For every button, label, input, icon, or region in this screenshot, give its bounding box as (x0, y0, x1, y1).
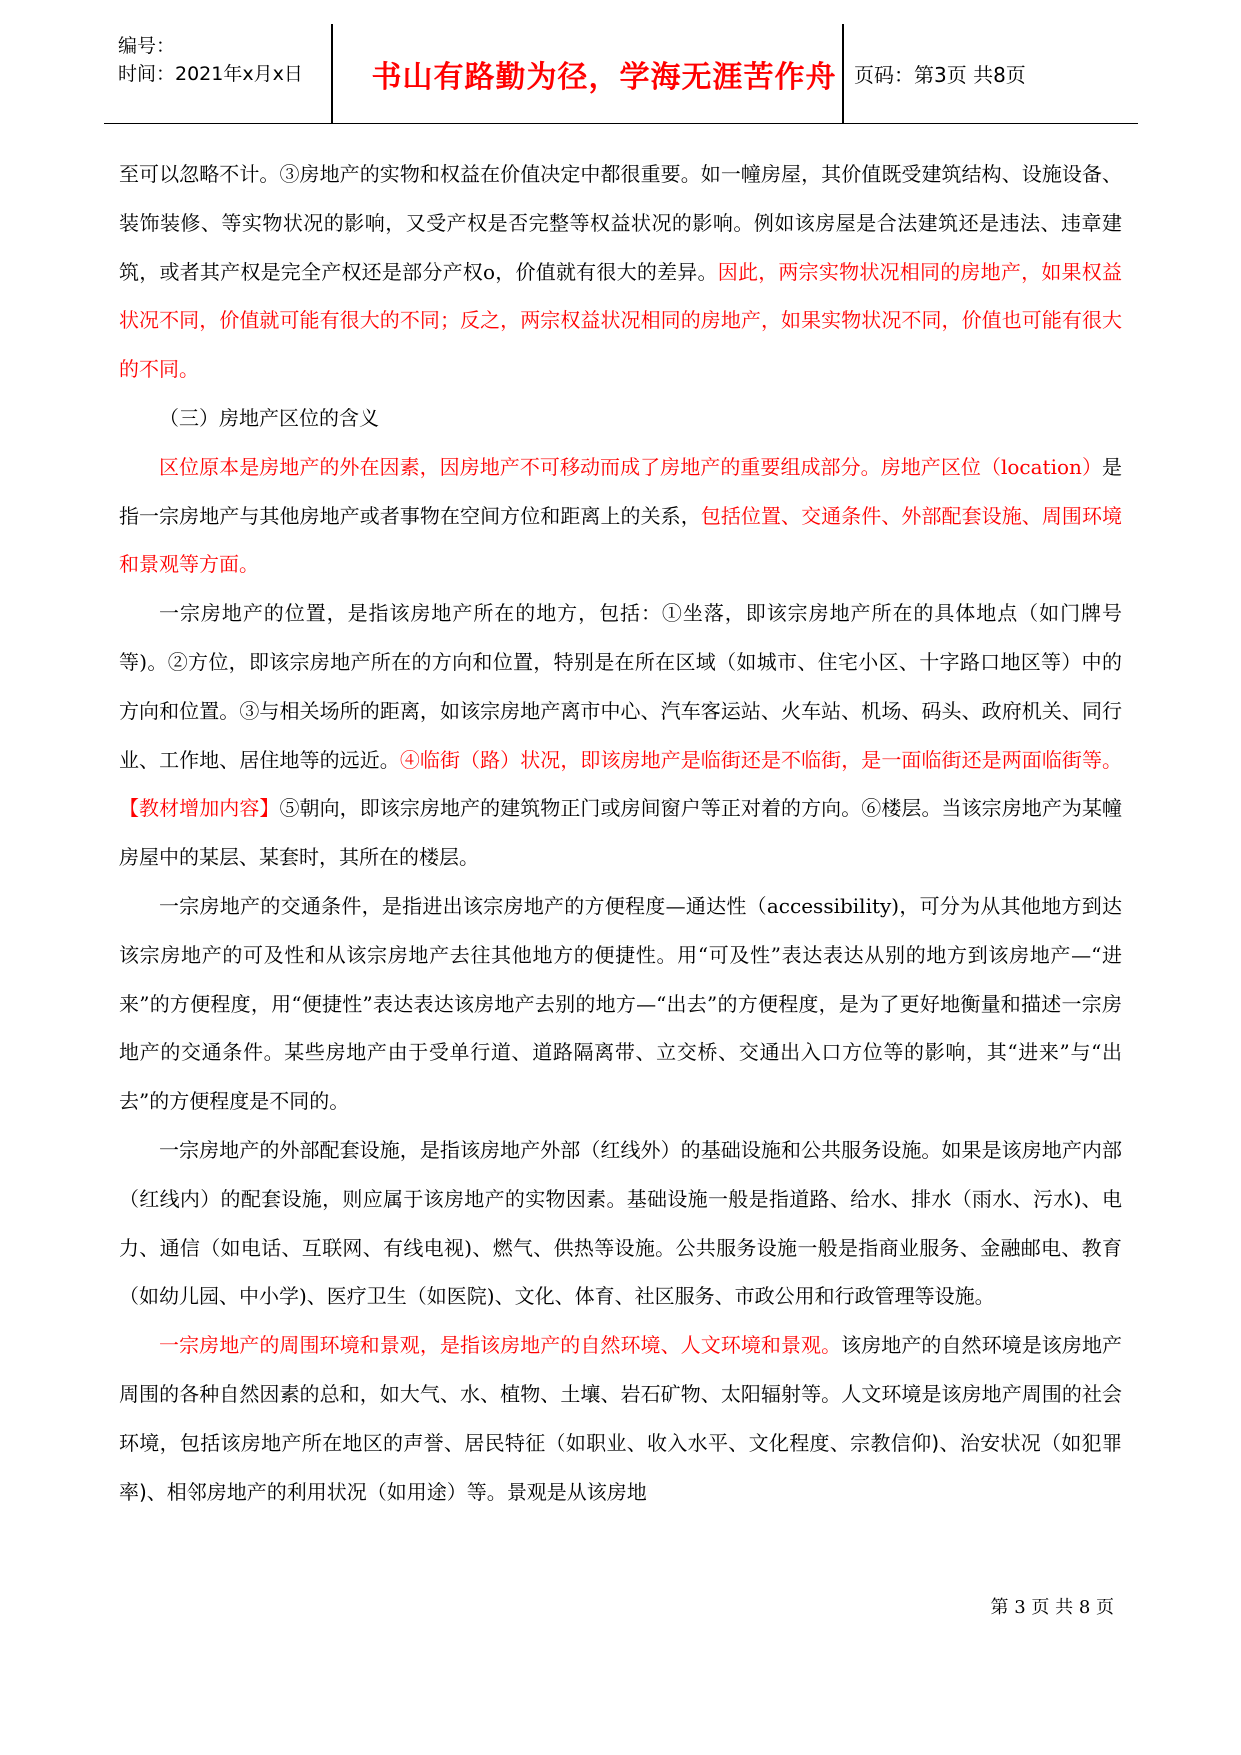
paragraph (119, 882, 1122, 1126)
paragraph (119, 589, 1122, 882)
page-header (104, 24, 1138, 124)
text-segment: 一宗房地产的位置，是指该房地产所在的地方，包括：①坐落，即该宗房地产所在的具体地点（如门牌号等)。②方位，即该宗房地产所在的方向和位置，特别是在所在区域（如城市、住宅小区、十字路口地区等）中的方向和位置。③与相关场所的距离，如该宗房地产离市中心、汽车客运站、火车站、机场、码头、政府机关、同行业、工作地、居住地等的远近。 (119, 601, 1122, 772)
header-divider-right (842, 24, 844, 123)
paragraph (119, 1321, 1122, 1516)
date-line: 时间：2021年x月x日 (118, 63, 303, 85)
page-footer: 第 3 页 共 8 页 (990, 1597, 1114, 1618)
header-divider-left (331, 24, 333, 123)
highlighted-text: 一宗房地产的周围环境和景观，是指该房地产的自然环境、人文环境和景观。 (159, 1333, 842, 1358)
text-segment: 一宗房地产的外部配套设施，是指该房地产外部（红线外）的基础设施和公共服务设施。如果是该房地产内部（红线内）的配套设施，则应属于该房地产的实物因素。 (119, 1137, 1122, 1211)
header-motto: 书山有路勤为径，学海无涯苦作舟 (371, 59, 837, 95)
highlighted-text: 包括位置、交通条件、外部配套设施、周围环境和景观等方面。 (119, 503, 1123, 577)
paragraph (119, 443, 1122, 589)
document-body (119, 150, 1122, 1516)
text-segment: 景观是从该房地 (506, 1479, 647, 1504)
paragraph (119, 1126, 1122, 1321)
paragraph (119, 394, 1122, 443)
text-segment: 人文环境是该房地产周围的社会环境，包括该房地产所在地区的声誉、居民特征（如职业、收入水平、文化程度、宗教信仰)、治安状况（如犯罪率)、相邻房地产的利用状况（如用途）等。 (119, 1381, 1123, 1504)
text-segment: 是指一宗房地产与其他房地产或者事物在空间方位和距离上的关系， (119, 454, 1122, 528)
paragraph (119, 150, 1122, 394)
serial-number-label: 编号： (118, 35, 176, 57)
text-segment: 至可以忽略不计。③房地产的实物和权益在价值决定中都很重要。如一幢房屋，其价值既受建筑结构、设施设备、装饰装修、等实物状况的影响，又受产权是否完整等权益状况的影响。例如该房屋是合法建筑还是违法、违章建筑，或者其产权是完全产权还是部分产权o，价值就有很大的差异。 (119, 162, 1122, 284)
highlighted-text: ④临街（路）状况，即该房地产是临街还是不临街，是一面临街还是两面临街等。【教材增加内容】 (119, 747, 1123, 821)
text-segment: 一宗房地产的交通条件，是指进出该宗房地产的方便程度—通达性（accessibility)，可分为从其他地方到达该宗房地产的可及性和从该宗房地产去往其他地方的便捷性。用“可及性”表达表达从别的地方到该房地产—“进来”的方便程度，用“便捷性”表达表达该房地产去别的地方—“出去”的方便程度，是为了更好地衡量和描述一宗房地产的交通条件。某些房地产由于受单行道、道路隔离带、立交桥、交通出入口方位等的影响，其“进来”与“出去”的方便程度是不同的。 (119, 893, 1122, 1114)
text-segment: （三）房地产区位的含义 (159, 405, 379, 430)
text-segment: 基础设施一般是指道路、给水、排水（雨水、污水)、电力、通信（如电话、互联网、有线电视)、燃气、供热等设施。公共服务设施一般是指商业服务、金融邮电、教育（如幼儿园、中小学)、医疗卫生（如医院)、文化、体育、社区服务、市政公用和行政管理等设施。 (119, 1186, 1122, 1309)
header-page-info: 页码：第3页 共8页 (854, 63, 1026, 87)
highlighted-text: 因此，两宗实物状况相同的房地产，如果权益状况不同，价值就可能有很大的不同；反之，两宗权益状况相同的房地产，如果实物状况不同，价值也可能有很大的不同。 (119, 259, 1122, 382)
highlighted-text: 区位原本是房地产的外在因素，因房地产不可移动而成了房地产的重要组成部分。房地产区位（location） (159, 454, 1102, 479)
text-segment: 该房地产的自然环境是该房地产周围的各种自然因素的总和，如大气、水、植物、土壤、岩石矿物、太阳辐射等。 (119, 1333, 1123, 1406)
text-segment: ⑤朝向，即该宗房地产的建筑物正门或房间窗户等正对着的方向。⑥楼层。当该宗房地产为某幢房屋中的某层、某套时，其所在的楼层。 (119, 796, 1123, 870)
